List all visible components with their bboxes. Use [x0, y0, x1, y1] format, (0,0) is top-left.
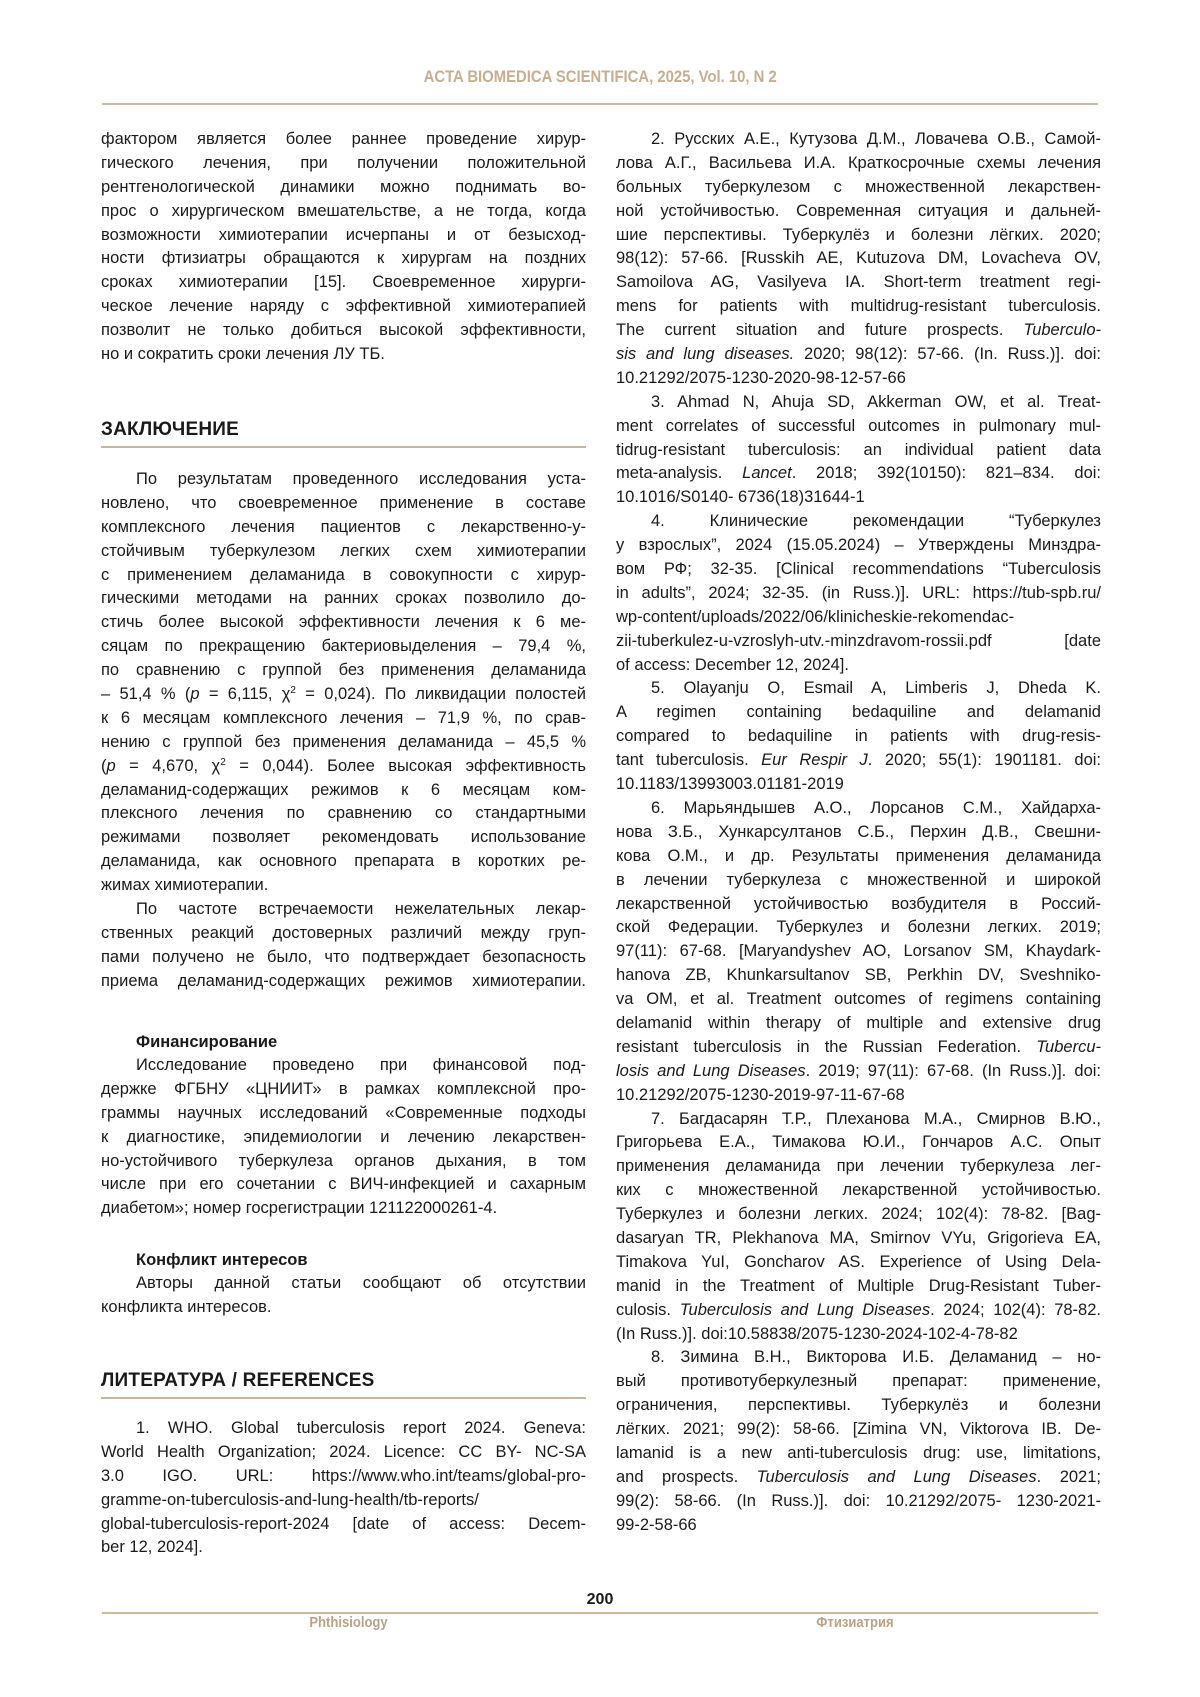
text-line: граммы научных исследований «Современные подходы	[101, 1102, 586, 1126]
text-segment: p	[190, 685, 199, 703]
text-line: 6. Марьяндышев А.О., Лорсанов С.М., Хайдарха-	[616, 797, 1101, 821]
text-segment: Tuberculosis and Lung Diseases	[680, 1301, 930, 1319]
text-line: вый противотуберкулезный препарат: применение,	[616, 1370, 1101, 1394]
text-line: 1. WHO. Global tuberculosis report 2024. Geneva:	[101, 1417, 586, 1441]
text-line: zii-tuberkulez-u-vzroslyh-utv.-minzdravom-rossii.pdf [date	[616, 630, 1101, 654]
text-segment: . 2024; 102(4): 78-82.	[930, 1301, 1101, 1319]
text-segment: resistant tuberculosis in the Russian Federation.	[616, 1038, 1036, 1056]
funding-heading: Финансирование	[136, 1030, 277, 1054]
text-line: к 6 месяцам комплексного лечения – 71,9 %, по срав-	[101, 707, 586, 731]
text-line: wp-content/uploads/2022/06/klinicheskie-rekomendac-	[616, 606, 1101, 630]
footer-section-ru	[812, 1615, 898, 1631]
text-line: нению с группой без применения деламанида – 45,5 %	[101, 731, 586, 755]
text-line	[616, 1466, 1101, 1490]
running-header	[0, 68, 1200, 87]
text-line: in adults”, 2024; 32-35. (in Russ.)]. URL: https://tub-spb.ru/	[616, 582, 1101, 606]
text-line: 99(2): 58-66. (In Russ.)]. doi: 10.21292/2075- 1230-2021-	[616, 1490, 1101, 1514]
text-line: va OM, et al. Treatment outcomes of regimens containing	[616, 988, 1101, 1012]
text-line: сяцам по прекращению бактериовыделения – 79,4 %,	[101, 635, 586, 659]
section-heading-conclusion: ЗАКЛЮЧЕНИЕ	[101, 418, 586, 448]
text-line: Туберкулез и болезни легких. 2024; 102(4): 78-82. [Bag-	[616, 1203, 1101, 1227]
text-line: delamanid within therapy of multiple and extensive drug	[616, 1012, 1101, 1036]
text-segment: . 2018; 392(10150): 821–834. doi:	[792, 464, 1101, 482]
text-segment: = 4,670, χ	[116, 757, 221, 775]
text-segment: losis and Lung Diseases	[616, 1062, 806, 1080]
text-line: в лечении туберкулеза с множественной и широкой	[616, 869, 1101, 893]
text-segment: Lancet	[742, 464, 792, 482]
conflict-text	[101, 1272, 586, 1320]
text-line: лова А.Г., Васильева И.А. Краткосрочные схемы лечения	[616, 152, 1101, 176]
text-segment: meta-analysis.	[616, 464, 742, 482]
text-line	[616, 749, 1101, 773]
funding-text	[101, 1054, 586, 1221]
conflict-heading: Конфликт интересов	[136, 1248, 308, 1272]
text-line: но и сократить сроки лечения ЛУ ТБ.	[101, 343, 586, 367]
text-segment: 2020; 98(12): 57-66. (In. Russ.)]. doi:	[794, 345, 1101, 363]
text-line: лекарственной устойчивостью возбудителя в Россий-	[616, 893, 1101, 917]
text-line: 4. Клинические рекомендации “Туберкулез	[616, 510, 1101, 534]
text-line: возможности химиотерапии исчерпаны и от безысход-	[101, 224, 586, 248]
text-line: рентгенологической динамики можно поднимать во-	[101, 176, 586, 200]
text-segment: Tuberculo-	[1023, 321, 1101, 339]
text-line: 99-2-58-66	[616, 1514, 1101, 1538]
text-line: комплексного лечения пациентов с лекарственно-у-	[101, 516, 586, 540]
text-line: шие перспективы. Туберкулёз и болезни лёгких. 2020;	[616, 224, 1101, 248]
text-segment: culosis.	[616, 1301, 680, 1319]
text-line: tidrug-resistant tuberculosis: an individual patient data	[616, 439, 1101, 463]
text-line: По частоте встречаемости нежелательных лекар-	[101, 898, 586, 922]
text-line: ment correlates of successful outcomes in pulmonary mul-	[616, 415, 1101, 439]
section-heading-references: ЛИТЕРАТУРА / REFERENCES	[101, 1369, 586, 1399]
text-line: World Health Organization; 2024. Licence: CC BY- NC-SA	[101, 1441, 586, 1465]
text-line: ческое лечение наряду с эффективной химиотерапией	[101, 295, 586, 319]
text-line: деламанида, как основного препарата в коротких ре-	[101, 850, 586, 874]
footer-label-ru: Фтизиатрия	[816, 1615, 893, 1631]
text-line: 7. Багдасарян Т.Р., Плеханова М.А., Смирнов В.Ю.,	[616, 1108, 1101, 1132]
text-line: конфликта интересов.	[101, 1296, 586, 1320]
text-segment: Eur Respir J	[761, 751, 868, 769]
text-line: Timakova YuI, Goncharov AS. Experience of Using Dela-	[616, 1251, 1101, 1275]
text-line: manid in the Treatment of Multiple Drug-Resistant Tuber-	[616, 1275, 1101, 1299]
text-line: деламанид-содержащих режимов к 6 месяцам ком-	[101, 779, 586, 803]
text-line: вом РФ; 32-35. [Clinical recommendations “Tuberculosis	[616, 558, 1101, 582]
text-line: режимами позволяет рекомендовать использование	[101, 826, 586, 850]
text-line: лёгких. 2021; 99(2): 58-66. [Zimina VN, Viktorova IB. De-	[616, 1418, 1101, 1442]
text-line	[616, 462, 1101, 486]
text-line: фактором является более раннее проведение хирур-	[101, 128, 586, 152]
text-line	[616, 343, 1101, 367]
text-line: жимах химиотерапии.	[101, 874, 586, 898]
text-line: стичь более высокой эффективности лечения к 6 ме-	[101, 611, 586, 635]
text-line	[616, 319, 1101, 343]
text-segment: (	[101, 757, 107, 775]
text-line: к диагностике, эпидемиологии и лечению лекарствен-	[101, 1126, 586, 1150]
text-line	[616, 1299, 1101, 1323]
text-line: Авторы данной статьи сообщают об отсутствии	[101, 1272, 586, 1296]
text-line: диабетом»; номер госрегистрации 121122000261-4.	[101, 1197, 586, 1221]
text-line: ности фтизиатры обращаются к хирургам на поздних	[101, 247, 586, 271]
text-segment: sis and lung diseases.	[616, 345, 794, 363]
text-line: 97(11): 67-68. [Maryandyshev AO, Lorsanov SM, Khaydark-	[616, 940, 1101, 964]
text-line: числе при его сочетании с ВИЧ-инфекцией и сахарным	[101, 1173, 586, 1197]
text-line: новлено, что своевременное применение в составе	[101, 492, 586, 516]
text-line	[101, 755, 586, 779]
text-line: 10.21292/2075-1230-2019-97-11-67-68	[616, 1084, 1101, 1108]
text-segment: The current situation and future prospects.	[616, 321, 1023, 339]
text-line: ственных реакций достоверных различий между груп-	[101, 922, 586, 946]
footer-label-en: Phthisiology	[309, 1615, 387, 1631]
text-line: hanova ZB, Khunkarsultanov SB, Perkhin DV, Sveshniko-	[616, 964, 1101, 988]
text-line: 10.1016/S0140- 6736(18)31644-1	[616, 486, 1101, 510]
footer-section-en	[305, 1615, 392, 1631]
text-line: 10.21292/2075-1230-2020-98-12-57-66	[616, 367, 1101, 391]
text-line: Григорьева Е.А., Тимакова Ю.И., Гончаров А.С. Опыт	[616, 1131, 1101, 1155]
text-segment: = 0,044). Более высокая эффективность	[226, 757, 586, 775]
text-line: по сравнению с группой без применения деламанида	[101, 659, 586, 683]
text-line: применения деламанида при лечении туберкулеза лег-	[616, 1155, 1101, 1179]
text-line: приема деламанид-содержащих режимов химиотерапии.	[101, 970, 586, 994]
text-line: плексного лечения по сравнению со стандартными	[101, 802, 586, 826]
text-line: gramme-on-tuberculosis-and-lung-health/tb-reports/	[101, 1489, 586, 1513]
conclusion-text	[101, 468, 586, 994]
text-segment: Tuberculosis and Lung Diseases	[757, 1468, 1037, 1486]
header-divider	[102, 103, 1098, 105]
text-line: 5. Olayanju O, Esmail A, Limberis J, Dheda K.	[616, 677, 1101, 701]
text-line: По результатам проведенного исследования уста-	[101, 468, 586, 492]
text-line: прос о хирургическом вмешательстве, а не тогда, когда	[101, 200, 586, 224]
reference-1	[101, 1417, 586, 1560]
text-line: mens for patients with multidrug-resistant tuberculosis.	[616, 295, 1101, 319]
text-segment: . 2021;	[1037, 1468, 1101, 1486]
text-segment: 2	[220, 757, 226, 768]
text-line: держке ФГБНУ «ЦНИИТ» в рамках комплексной про-	[101, 1078, 586, 1102]
text-line: ких с множественной лекарственной устойчивостью.	[616, 1179, 1101, 1203]
text-segment: – 51,4 % (	[101, 685, 190, 703]
text-segment: = 6,115, χ	[200, 685, 291, 703]
text-segment: Tubercu-	[1036, 1038, 1101, 1056]
text-line: пами получено не было, что подтверждает безопасность	[101, 946, 586, 970]
text-line: A regimen containing bedaquiline and delamanid	[616, 701, 1101, 725]
text-segment: tant tuberculosis.	[616, 751, 761, 769]
text-line: 10.1183/13993003.01181-2019	[616, 773, 1101, 797]
text-line: of access: December 12, 2024].	[616, 654, 1101, 678]
text-line: Исследование проведено при финансовой под-	[101, 1054, 586, 1078]
text-line: ской Федерации. Туберкулез и болезни легких. 2019;	[616, 916, 1101, 940]
text-segment: . 2019; 97(11): 67-68. (In Russ.)]. doi:	[806, 1062, 1101, 1080]
text-line: 3.0 IGO. URL: https://www.who.int/teams/global-pro-	[101, 1465, 586, 1489]
text-line: нова З.Б., Хункарсултанов С.Б., Перхин Д.В., Свешни-	[616, 821, 1101, 845]
text-line	[101, 683, 586, 707]
text-line: 8. Зимина В.Н., Викторова И.Б. Деламанид – но-	[616, 1346, 1101, 1370]
text-line: compared to bedaquiline in patients with drug-resis-	[616, 725, 1101, 749]
text-segment: and prospects.	[616, 1468, 757, 1486]
journal-title: ACTA BIOMEDICA SCIENTIFICA, 2025, Vol. 10, N 2	[423, 68, 776, 87]
text-line: у взрослых”, 2024 (15.05.2024) – Утверждены Минздра-	[616, 534, 1101, 558]
text-line	[616, 1036, 1101, 1060]
text-line: с применением деламанида в совокупности с хирур-	[101, 564, 586, 588]
text-line: (In Russ.)]. doi:10.58838/2075-1230-2024-102-4-78-82	[616, 1323, 1101, 1347]
text-line: global-tuberculosis-report-2024 [date of access: Decem-	[101, 1513, 586, 1537]
reference-list	[616, 128, 1101, 1538]
text-segment: 2	[290, 685, 296, 696]
text-line: но-устойчивого туберкулеза органов дыхания, в том	[101, 1150, 586, 1174]
text-line: кова О.М., и др. Результаты применения деламанида	[616, 845, 1101, 869]
text-segment: = 0,024). По ликвидации полостей	[296, 685, 586, 703]
page-number: 200	[0, 1591, 1200, 1609]
text-line: стойчивым туберкулезом легких схем химиотерапии	[101, 540, 586, 564]
text-line: позволит не только добиться высокой эффективности,	[101, 319, 586, 343]
text-line: ber 12, 2024].	[101, 1536, 586, 1560]
intro-paragraph	[101, 128, 586, 367]
text-line: dasaryan TR, Plekhanova MA, Smirnov VYu, Grigorieva EA,	[616, 1227, 1101, 1251]
text-line: 98(12): 57-66. [Russkih AE, Kutuzova DM, Lovacheva OV,	[616, 247, 1101, 271]
text-line: ной устойчивостью. Современная ситуация и дальней-	[616, 200, 1101, 224]
text-line: lamanid is a new anti-tuberculosis drug: use, limitations,	[616, 1442, 1101, 1466]
text-line: сроках химиотерапии [15]. Своевременное хирурги-	[101, 271, 586, 295]
text-line: гическими методами на ранних сроках позволило до-	[101, 587, 586, 611]
text-line: 2. Русских А.Е., Кутузова Д.М., Ловачева О.В., Самой-	[616, 128, 1101, 152]
text-line: больных туберкулезом с множественной лекарствен-	[616, 176, 1101, 200]
text-line: гического лечения, при получении положительной	[101, 152, 586, 176]
text-line: 3. Ahmad N, Ahuja SD, Akkerman OW, et al. Treat-	[616, 391, 1101, 415]
text-segment: p	[107, 757, 116, 775]
footer-divider	[102, 1612, 1098, 1614]
text-line	[616, 1060, 1101, 1084]
text-line: ограничения, перспективы. Туберкулёз и болезни	[616, 1394, 1101, 1418]
text-segment: . 2020; 55(1): 1901181. doi:	[868, 751, 1101, 769]
text-line: Samoilova AG, Vasilyeva IA. Short-term treatment regi-	[616, 271, 1101, 295]
